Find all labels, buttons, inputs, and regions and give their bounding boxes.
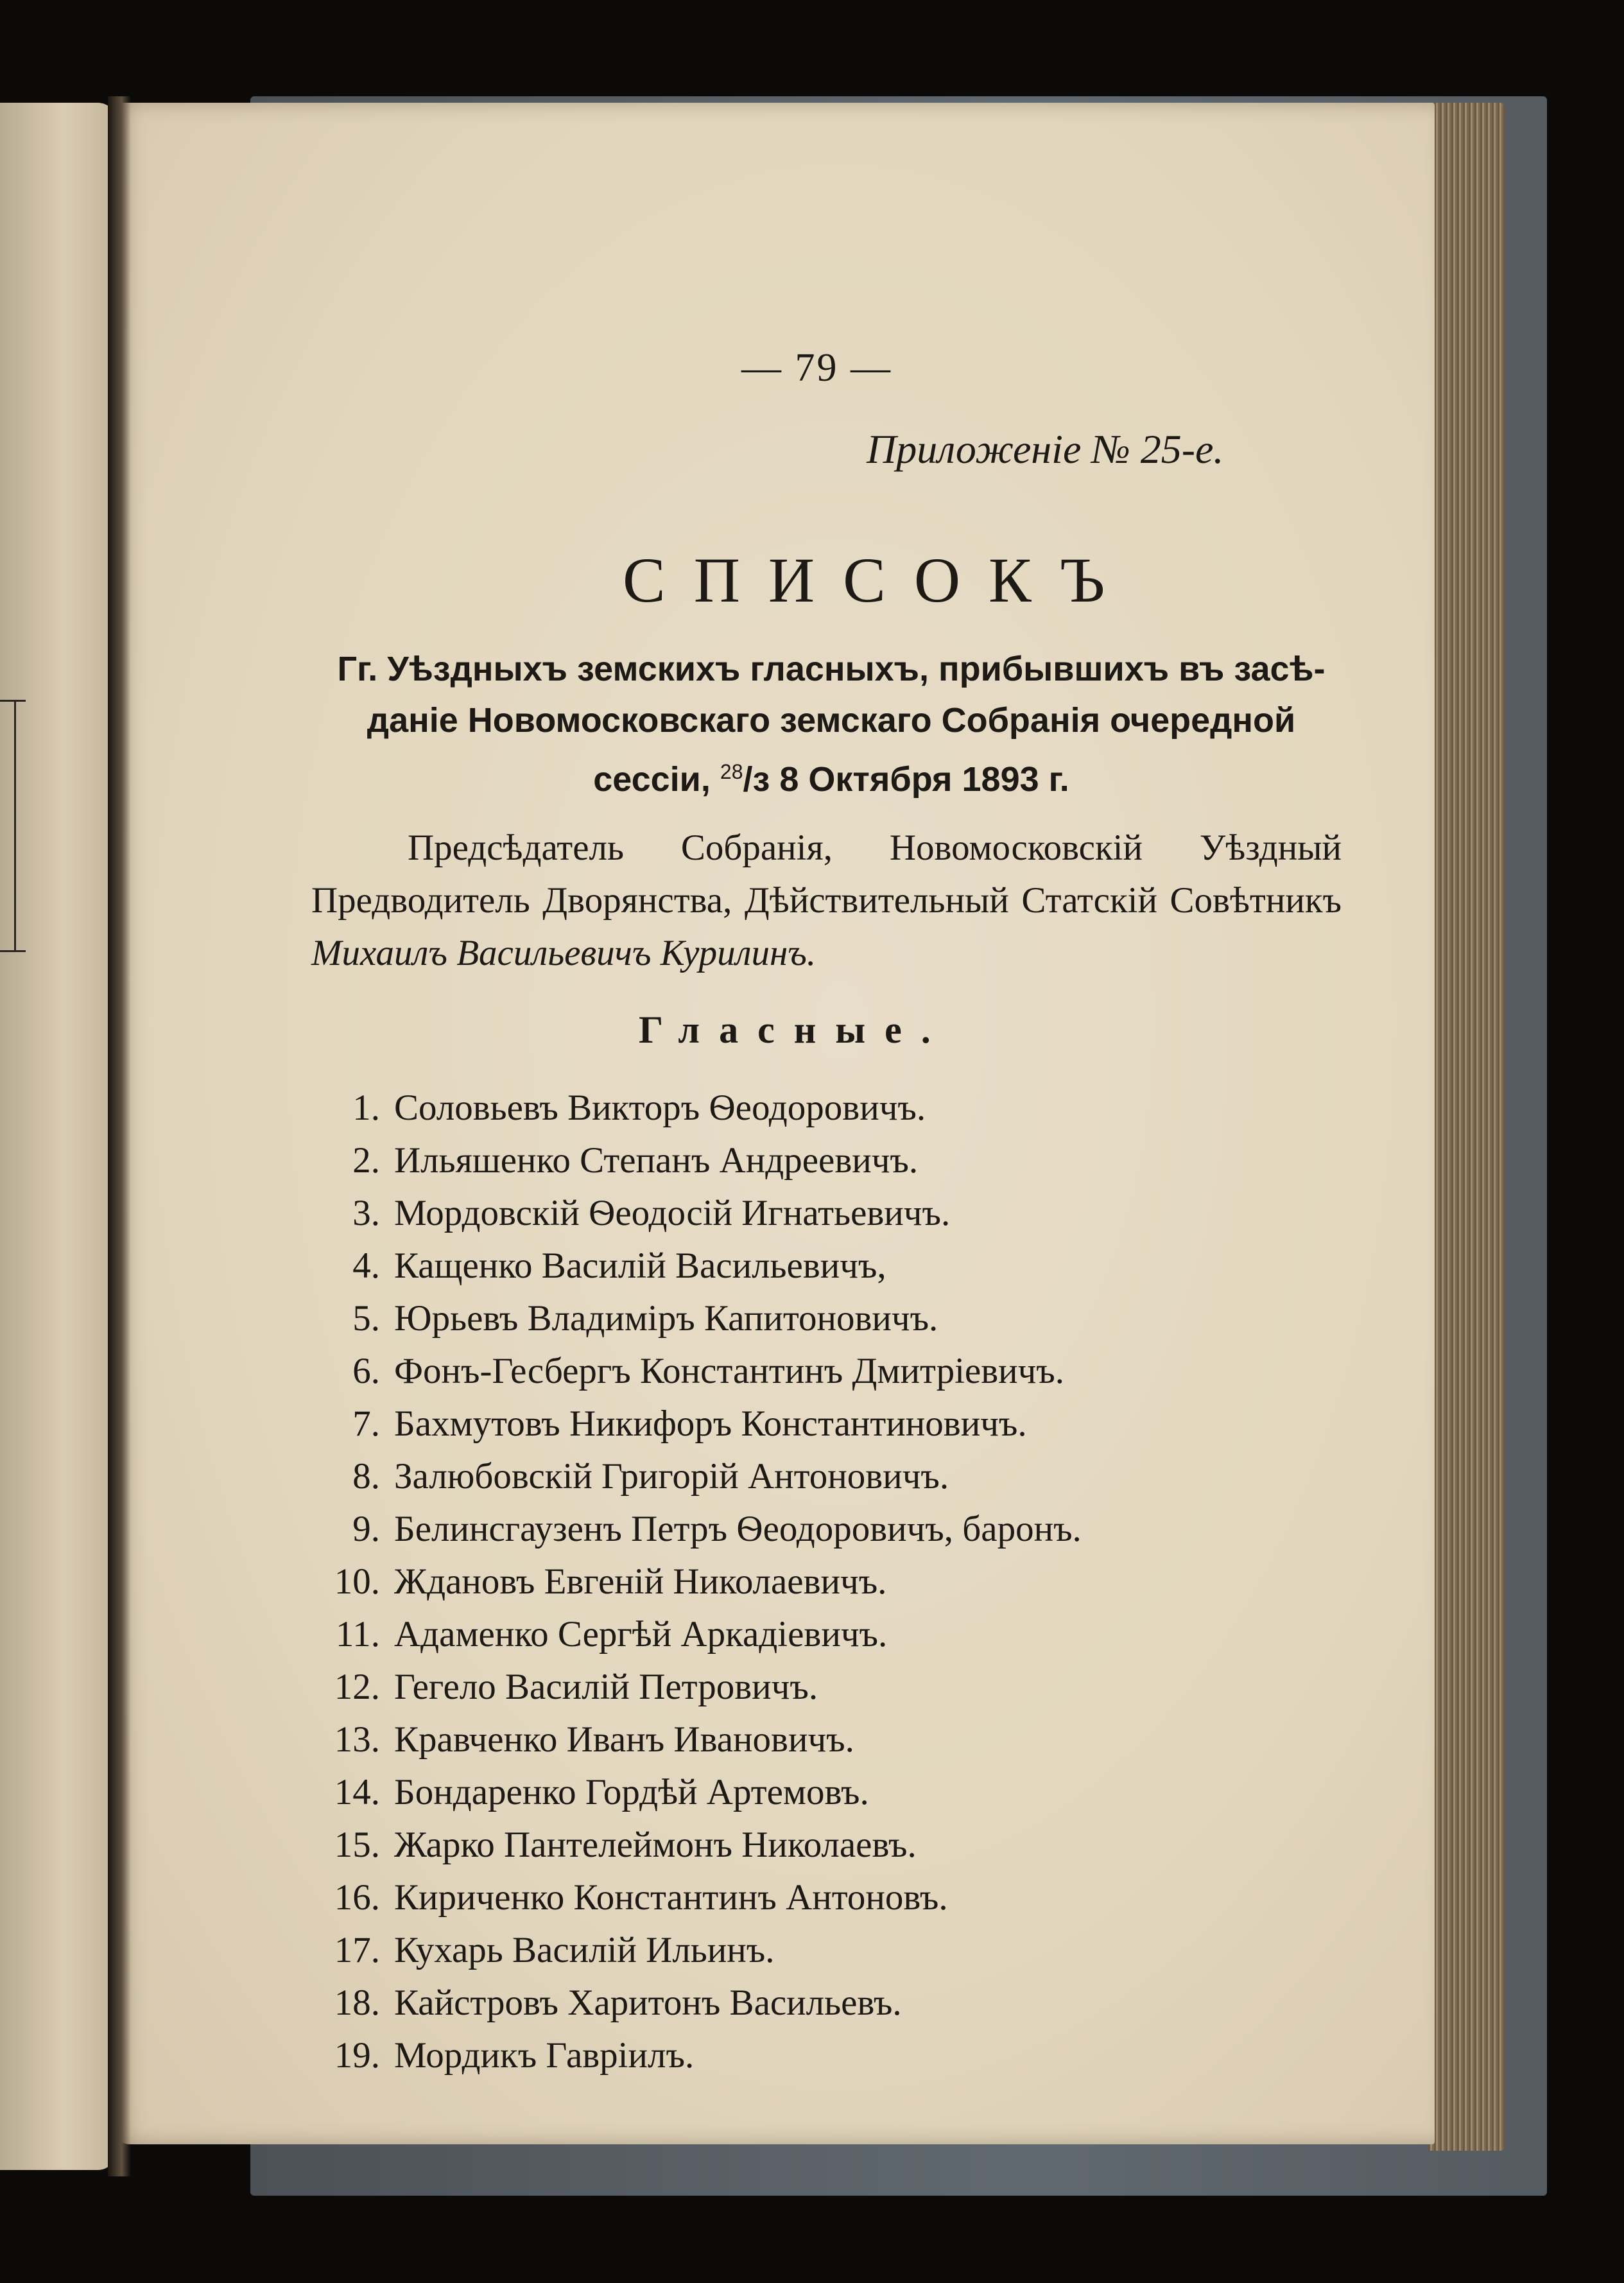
heading-line-date xyxy=(308,746,1354,805)
table-rule-vertical xyxy=(14,700,16,950)
list-item-number: 14. xyxy=(334,1772,380,1812)
list-item-name: Бондаренко Гордѣй Артемовъ. xyxy=(394,1772,869,1812)
list-item xyxy=(308,1082,1399,1134)
list-item-name: Белинсгаузенъ Петръ Ѳеодоровичъ, баронъ. xyxy=(394,1509,1082,1549)
list-item-number: 11. xyxy=(335,1614,380,1654)
list-item-number: 3. xyxy=(352,1193,380,1233)
chairman-paragraph xyxy=(311,822,1342,980)
document-heading xyxy=(308,643,1354,805)
chairman-name: Михаилъ Васильевичъ Курилинъ. xyxy=(311,933,816,973)
page-edges xyxy=(1428,103,1505,2151)
book-gutter xyxy=(108,96,131,2176)
list-item-number: 9. xyxy=(352,1509,380,1549)
list-item-number: 2. xyxy=(352,1140,380,1181)
list-item xyxy=(308,1661,1399,1714)
list-item xyxy=(308,1766,1399,1819)
list-item-number: 1. xyxy=(352,1088,380,1128)
list-item-number: 6. xyxy=(352,1351,380,1391)
list-item-name: Жарко Пантелеймонъ Николаевъ. xyxy=(394,1825,917,1865)
list-item xyxy=(308,1714,1399,1766)
list-item-name: Гегело Василій Петровичъ. xyxy=(394,1667,818,1707)
list-item-name: Кащенко Василій Васильевичъ, xyxy=(394,1246,886,1286)
list-item xyxy=(308,1608,1399,1661)
list-item-name: Кравченко Иванъ Ивановичъ. xyxy=(394,1719,854,1760)
heading-line: Гг. Уѣздныхъ земскихъ гласныхъ, прибывшихъ въ засѣ- xyxy=(337,650,1326,688)
section-title: Гласные. xyxy=(639,1009,950,1051)
list-item-name: Адаменко Сергѣй Аркадіевичъ. xyxy=(394,1614,888,1654)
list-item xyxy=(308,1503,1399,1556)
list-item-number: 10. xyxy=(334,1561,380,1602)
list-item-name: Бахмутовъ Никифоръ Константиновичъ. xyxy=(394,1403,1027,1444)
heading-date: 8 Октября 1893 г. xyxy=(779,760,1069,799)
list-item-number: 12. xyxy=(334,1667,380,1707)
list-item-name: Юрьевъ Владиміръ Капитоновичъ. xyxy=(394,1298,938,1339)
page-title: СПИСОКЪ xyxy=(623,544,1134,616)
heading-fraction-sup: 28 xyxy=(720,760,743,783)
list-item-name: Кайстровъ Харитонъ Васильевъ. xyxy=(394,1983,902,2023)
list-item-number: 13. xyxy=(334,1719,380,1760)
appendix-label: Приложеніе № 25-е. xyxy=(867,426,1224,472)
list-item-number: 16. xyxy=(334,1877,380,1918)
list-item xyxy=(308,1398,1399,1450)
members-list xyxy=(308,1082,1399,2082)
table-rule-bottom xyxy=(0,950,26,952)
table-rule-top xyxy=(0,700,26,702)
list-item xyxy=(308,1450,1399,1503)
list-item-name: Соловьевъ Викторъ Ѳеодоровичъ. xyxy=(394,1088,926,1128)
list-item xyxy=(308,1556,1399,1608)
list-item-number: 15. xyxy=(334,1825,380,1865)
document-page xyxy=(116,103,1435,2144)
page-number: — 79 — xyxy=(741,346,892,390)
list-item-number: 19. xyxy=(334,2035,380,2076)
list-item xyxy=(308,1240,1399,1292)
list-item xyxy=(308,2029,1399,2082)
list-item xyxy=(308,1134,1399,1187)
list-item-name: Кириченко Константинъ Антоновъ. xyxy=(394,1877,948,1918)
previous-page-edge xyxy=(0,103,117,2170)
list-item-name: Ждановъ Евгеній Николаевичъ. xyxy=(394,1561,887,1602)
list-item-name: Мордовскій Ѳеодосій Игнатьевичъ. xyxy=(394,1193,951,1233)
list-item-number: 17. xyxy=(334,1930,380,1970)
list-item-name: Ильяшенко Степанъ Андреевичъ. xyxy=(394,1140,919,1181)
list-item-name: Залюбовскій Григорій Антоновичъ. xyxy=(394,1456,949,1497)
chairman-title: Предсѣдатель Собранія, Новомосковскій Уѣздный Предводитель Дворянства, Дѣйствительный Статскій Совѣтникъ xyxy=(311,828,1342,921)
list-item-number: 18. xyxy=(334,1983,380,2023)
list-item xyxy=(308,1819,1399,1871)
list-item-name: Фонъ-Гесбергъ Константинъ Дмитріевичъ. xyxy=(394,1351,1065,1391)
heading-line: даніе Новомосковскаго земскаго Собранія очередной xyxy=(367,701,1296,740)
list-item xyxy=(308,1345,1399,1398)
heading-session: сессіи, xyxy=(593,760,711,799)
list-item xyxy=(308,1871,1399,1924)
list-item-number: 8. xyxy=(352,1456,380,1497)
list-item xyxy=(308,1187,1399,1240)
list-item xyxy=(308,1924,1399,1977)
heading-fraction-rest: /з xyxy=(743,760,770,799)
list-item-name: Мордикъ Гавріилъ. xyxy=(394,2035,695,2076)
list-item-number: 4. xyxy=(352,1246,380,1286)
list-item-number: 5. xyxy=(352,1298,380,1339)
list-item xyxy=(308,1977,1399,2029)
list-item xyxy=(308,1292,1399,1345)
list-item-name: Кухарь Василій Ильинъ. xyxy=(394,1930,775,1970)
list-item-number: 7. xyxy=(352,1403,380,1444)
